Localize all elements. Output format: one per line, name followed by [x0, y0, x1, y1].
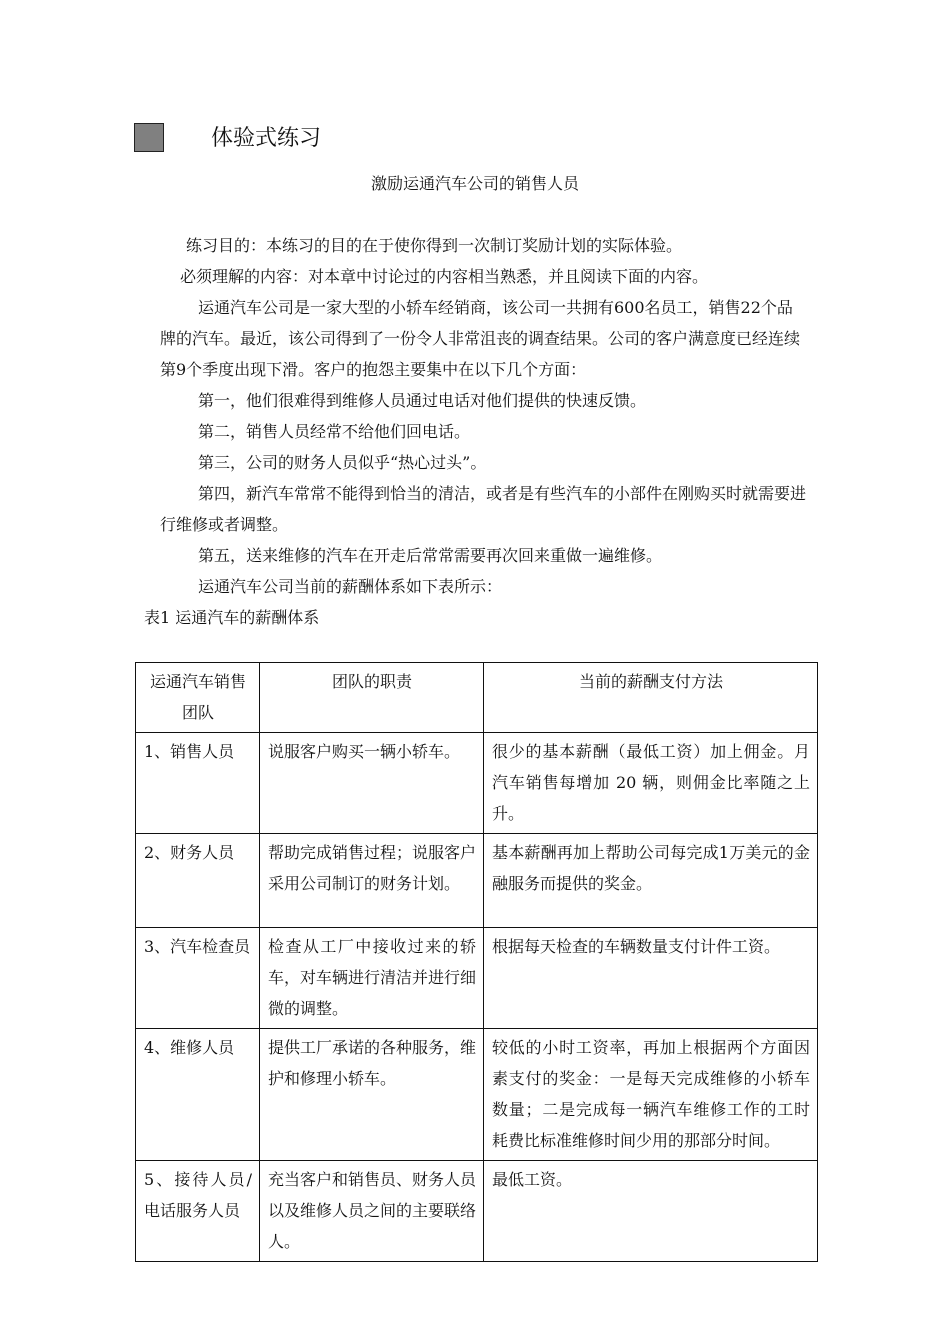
- column-header-duties: 团队的职责: [260, 663, 484, 733]
- team-cell: 1、销售人员: [136, 733, 260, 834]
- pay-method-cell: 基本薪酬再加上帮助公司每完成1万美元的金融服务而提供的奖金。: [484, 834, 818, 928]
- table-header-row: [136, 663, 818, 733]
- pay-method-cell: 较低的小时工资率，再加上根据两个方面因素支付的奖金：一是每天完成维修的小轿车数量；二是完成每一辆汽车维修工作的工时耗费比标准维修时间少用的那部分时间。: [484, 1029, 818, 1161]
- pay-method-cell: 根据每天检查的车辆数量支付计件工资。: [484, 928, 818, 1029]
- intro-paragraph: 运通汽车公司是一家大型的小轿车经销商，该公司一共拥有600名员工，销售22个品牌的汽车。最近，该公司得到了一份令人非常沮丧的调查结果。公司的客户满意度已经连续第9个季度出现下滑。客户的抱怨主要集中在以下几个方面：: [160, 298, 801, 379]
- team-cell: 4、维修人员: [136, 1029, 260, 1161]
- document-title: 激励运通汽车公司的销售人员: [370, 174, 579, 193]
- table-row: [136, 1161, 818, 1262]
- table-row: [136, 733, 818, 834]
- duties-cell: 充当客户和销售员、财务人员以及维修人员之间的主要联络人。: [260, 1161, 484, 1262]
- duties-cell: 说服客户购买一辆小轿车。: [260, 733, 484, 834]
- table-caption: 表1 运通汽车的薪酬体系: [144, 608, 320, 627]
- complaint-5: 第五，送来维修的汽车在开走后常常需要再次回来重做一遍维修。: [198, 546, 663, 565]
- table-lead-paragraph: 运通汽车公司当前的薪酬体系如下表所示：: [198, 577, 503, 596]
- team-cell: 5、接待人员/电话服务人员: [136, 1161, 260, 1262]
- complaint-4: 第四，新汽车常常不能得到恰当的清洁，或者是有些汽车的小部件在刚购买时就需要进行维修或者调整。: [160, 484, 807, 534]
- table-row: [136, 928, 818, 1029]
- complaint-2: 第二，销售人员经常不给他们回电话。: [198, 422, 471, 441]
- section-marker-square: [134, 123, 164, 152]
- team-cell: 2、财务人员: [136, 834, 260, 928]
- table-row: [136, 834, 818, 928]
- purpose-paragraph: 练习目的：本练习的目的在于使你得到一次制订奖励计划的实际体验。: [186, 236, 683, 255]
- column-header-pay-method: 当前的薪酬支付方法: [484, 663, 818, 733]
- complaint-1: 第一，他们很难得到维修人员通过电话对他们提供的快速反馈。: [198, 391, 647, 410]
- prerequisite-paragraph: 必须理解的内容：对本章中讨论过的内容相当熟悉，并且阅读下面的内容。: [180, 267, 709, 286]
- pay-method-cell: 很少的基本薪酬（最低工资）加上佣金。月汽车销售每增加 20 辆，则佣金比率随之上升。: [484, 733, 818, 834]
- duties-cell: 检查从工厂中接收过来的轿车，对车辆进行清洁并进行细微的调整。: [260, 928, 484, 1029]
- complaint-3: 第三，公司的财务人员似乎“热心过头”。: [198, 453, 487, 472]
- team-cell: 3、汽车检查员: [136, 928, 260, 1029]
- duties-cell: 提供工厂承诺的各种服务，维护和修理小轿车。: [260, 1029, 484, 1161]
- duties-cell: 帮助完成销售过程；说服客户采用公司制订的财务计划。: [260, 834, 484, 928]
- column-header-team: 运通汽车销售团队: [136, 663, 260, 733]
- pay-method-cell: 最低工资。: [484, 1161, 818, 1262]
- section-title: 体验式练习: [211, 126, 322, 151]
- table-row: [136, 1029, 818, 1161]
- compensation-table: [135, 662, 818, 1262]
